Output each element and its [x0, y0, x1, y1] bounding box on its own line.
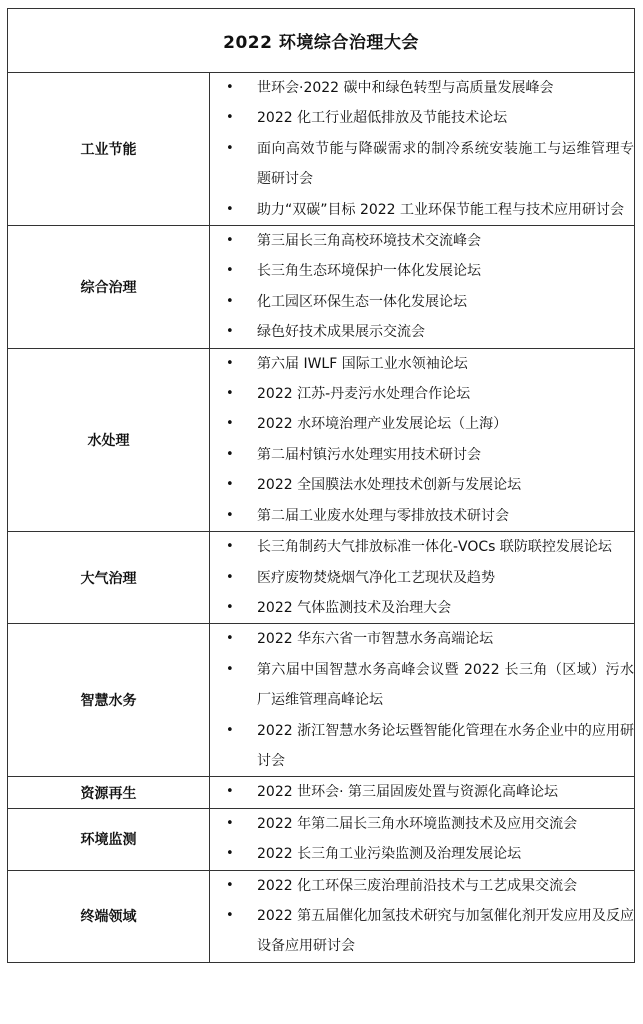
event-title: 2022 化工环保三废治理前沿技术与工艺成果交流会	[257, 877, 578, 894]
bullet-icon: •	[226, 631, 234, 647]
list-item	[210, 226, 634, 256]
event-title: 长三角生态环境保护一体化发展论坛	[257, 263, 481, 280]
bullet-icon: •	[226, 722, 234, 738]
list-item	[210, 839, 634, 869]
event-title: 2022 第五届催化加氢技术研究与加氢催化剂开发应用及反应设备应用研讨会	[257, 907, 634, 955]
bullet-icon: •	[226, 324, 234, 340]
list-item	[210, 532, 634, 562]
bullet-icon: •	[226, 416, 234, 432]
list-item	[210, 501, 634, 531]
bullet-icon: •	[226, 661, 234, 677]
items-cell	[210, 777, 635, 808]
list-item	[210, 655, 634, 716]
bullet-icon: •	[226, 201, 234, 217]
list-item	[210, 593, 634, 623]
event-title: 世环会·2022 碳中和绿色转型与高质量发展峰会	[257, 80, 554, 96]
list-item	[210, 901, 634, 962]
table-row	[8, 870, 635, 962]
event-title: 2022 世环会· 第三届固废处置与资源化高峰论坛	[257, 784, 558, 801]
list-item	[210, 317, 634, 347]
event-title: 化工园区环保生态一体化发展论坛	[257, 293, 467, 310]
bullet-icon: •	[226, 80, 234, 95]
bullet-icon: •	[226, 110, 234, 126]
table-row	[8, 777, 635, 808]
event-title: 第三届长三角高校环境技术交流峰会	[257, 233, 481, 250]
items-cell	[210, 532, 635, 624]
title-row	[8, 9, 635, 73]
category-cell: 工业节能	[8, 73, 210, 226]
items-cell	[210, 624, 635, 777]
list-item	[210, 349, 634, 379]
bullet-icon: •	[226, 784, 234, 800]
event-list	[210, 624, 634, 776]
bullet-icon: •	[226, 477, 234, 493]
event-title: 面向高效节能与降碳需求的制冷系统安装施工与运维管理专题研讨会	[257, 140, 634, 188]
list-item	[210, 134, 634, 195]
list-item	[210, 379, 634, 409]
event-list	[210, 532, 634, 623]
items-cell	[210, 73, 635, 226]
bullet-icon: •	[226, 507, 234, 523]
event-title: 2022 全国膜法水处理技术创新与发展论坛	[257, 477, 522, 494]
list-item	[210, 563, 634, 593]
event-list	[210, 73, 634, 225]
bullet-icon: •	[226, 599, 234, 615]
table-title: 2022 环境综合治理大会	[8, 9, 635, 73]
bullet-icon: •	[226, 907, 234, 923]
event-title: 长三角制药大气排放标准一体化-VOCs 联防联控发展论坛	[257, 539, 612, 556]
bullet-icon: •	[226, 446, 234, 462]
table-row	[8, 624, 635, 777]
table-row	[8, 348, 635, 531]
event-title: 2022 华东六省一市智慧水务高端论坛	[257, 631, 494, 648]
bullet-icon: •	[226, 140, 234, 156]
table-row	[8, 808, 635, 870]
bullet-icon: •	[226, 263, 234, 279]
event-list	[210, 809, 634, 870]
event-title: 医疗废物焚烧烟气净化工艺现状及趋势	[257, 569, 495, 586]
bullet-icon: •	[226, 386, 234, 402]
event-list	[210, 226, 634, 348]
table-row	[8, 226, 635, 349]
event-title: 2022 江苏-丹麦污水处理合作论坛	[257, 386, 471, 403]
bullet-icon: •	[226, 293, 234, 309]
list-item	[210, 470, 634, 500]
category-cell: 终端领域	[8, 870, 210, 962]
conference-table	[7, 8, 635, 963]
event-title: 第二届工业废水处理与零排放技术研讨会	[257, 507, 509, 524]
event-title: 第六届中国智慧水务高峰会议暨 2022 长三角（区域）污水厂运维管理高峰论坛	[257, 661, 634, 709]
table-row	[8, 532, 635, 624]
list-item	[210, 440, 634, 470]
event-list	[210, 777, 634, 807]
event-list	[210, 349, 634, 531]
event-title: 第二届村镇污水处理实用技术研讨会	[257, 446, 481, 463]
list-item	[210, 103, 634, 133]
list-item	[210, 287, 634, 317]
event-title: 2022 气体监测技术及治理大会	[257, 599, 452, 616]
bullet-icon: •	[226, 569, 234, 585]
bullet-icon: •	[226, 846, 234, 862]
category-cell: 大气治理	[8, 532, 210, 624]
items-cell	[210, 348, 635, 531]
list-item	[210, 871, 634, 901]
category-cell: 综合治理	[8, 226, 210, 349]
table-row	[8, 73, 635, 226]
event-title: 2022 水环境治理产业发展论坛（上海）	[257, 416, 508, 433]
table-body	[8, 73, 635, 963]
items-cell	[210, 808, 635, 870]
bullet-icon: •	[226, 233, 234, 249]
bullet-icon: •	[226, 539, 234, 555]
list-item	[210, 716, 634, 777]
category-cell: 水处理	[8, 348, 210, 531]
event-title: 2022 浙江智慧水务论坛暨智能化管理在水务企业中的应用研讨会	[257, 722, 634, 769]
bullet-icon: •	[226, 877, 234, 893]
category-cell: 环境监测	[8, 808, 210, 870]
list-item	[210, 624, 634, 654]
list-item	[210, 256, 634, 286]
list-item	[210, 809, 634, 839]
items-cell	[210, 226, 635, 349]
list-item	[210, 409, 634, 439]
event-list	[210, 871, 634, 962]
items-cell	[210, 870, 635, 962]
category-cell: 资源再生	[8, 777, 210, 808]
event-title: 2022 长三角工业污染监测及治理发展论坛	[257, 846, 522, 863]
event-title: 2022 化工行业超低排放及节能技术论坛	[257, 110, 508, 127]
list-item	[210, 195, 634, 225]
bullet-icon: •	[226, 355, 234, 371]
bullet-icon: •	[226, 815, 234, 831]
category-cell: 智慧水务	[8, 624, 210, 777]
event-title: 2022 年第二届长三角水环境监测技术及应用交流会	[257, 815, 578, 832]
list-item	[210, 777, 634, 807]
event-title: 绿色好技术成果展示交流会	[257, 324, 425, 341]
list-item	[210, 73, 634, 103]
event-title: 第六届 IWLF 国际工业水领袖论坛	[257, 355, 468, 372]
event-title: 助力“双碳”目标 2022 工业环保节能工程与技术应用研讨会	[257, 201, 625, 218]
